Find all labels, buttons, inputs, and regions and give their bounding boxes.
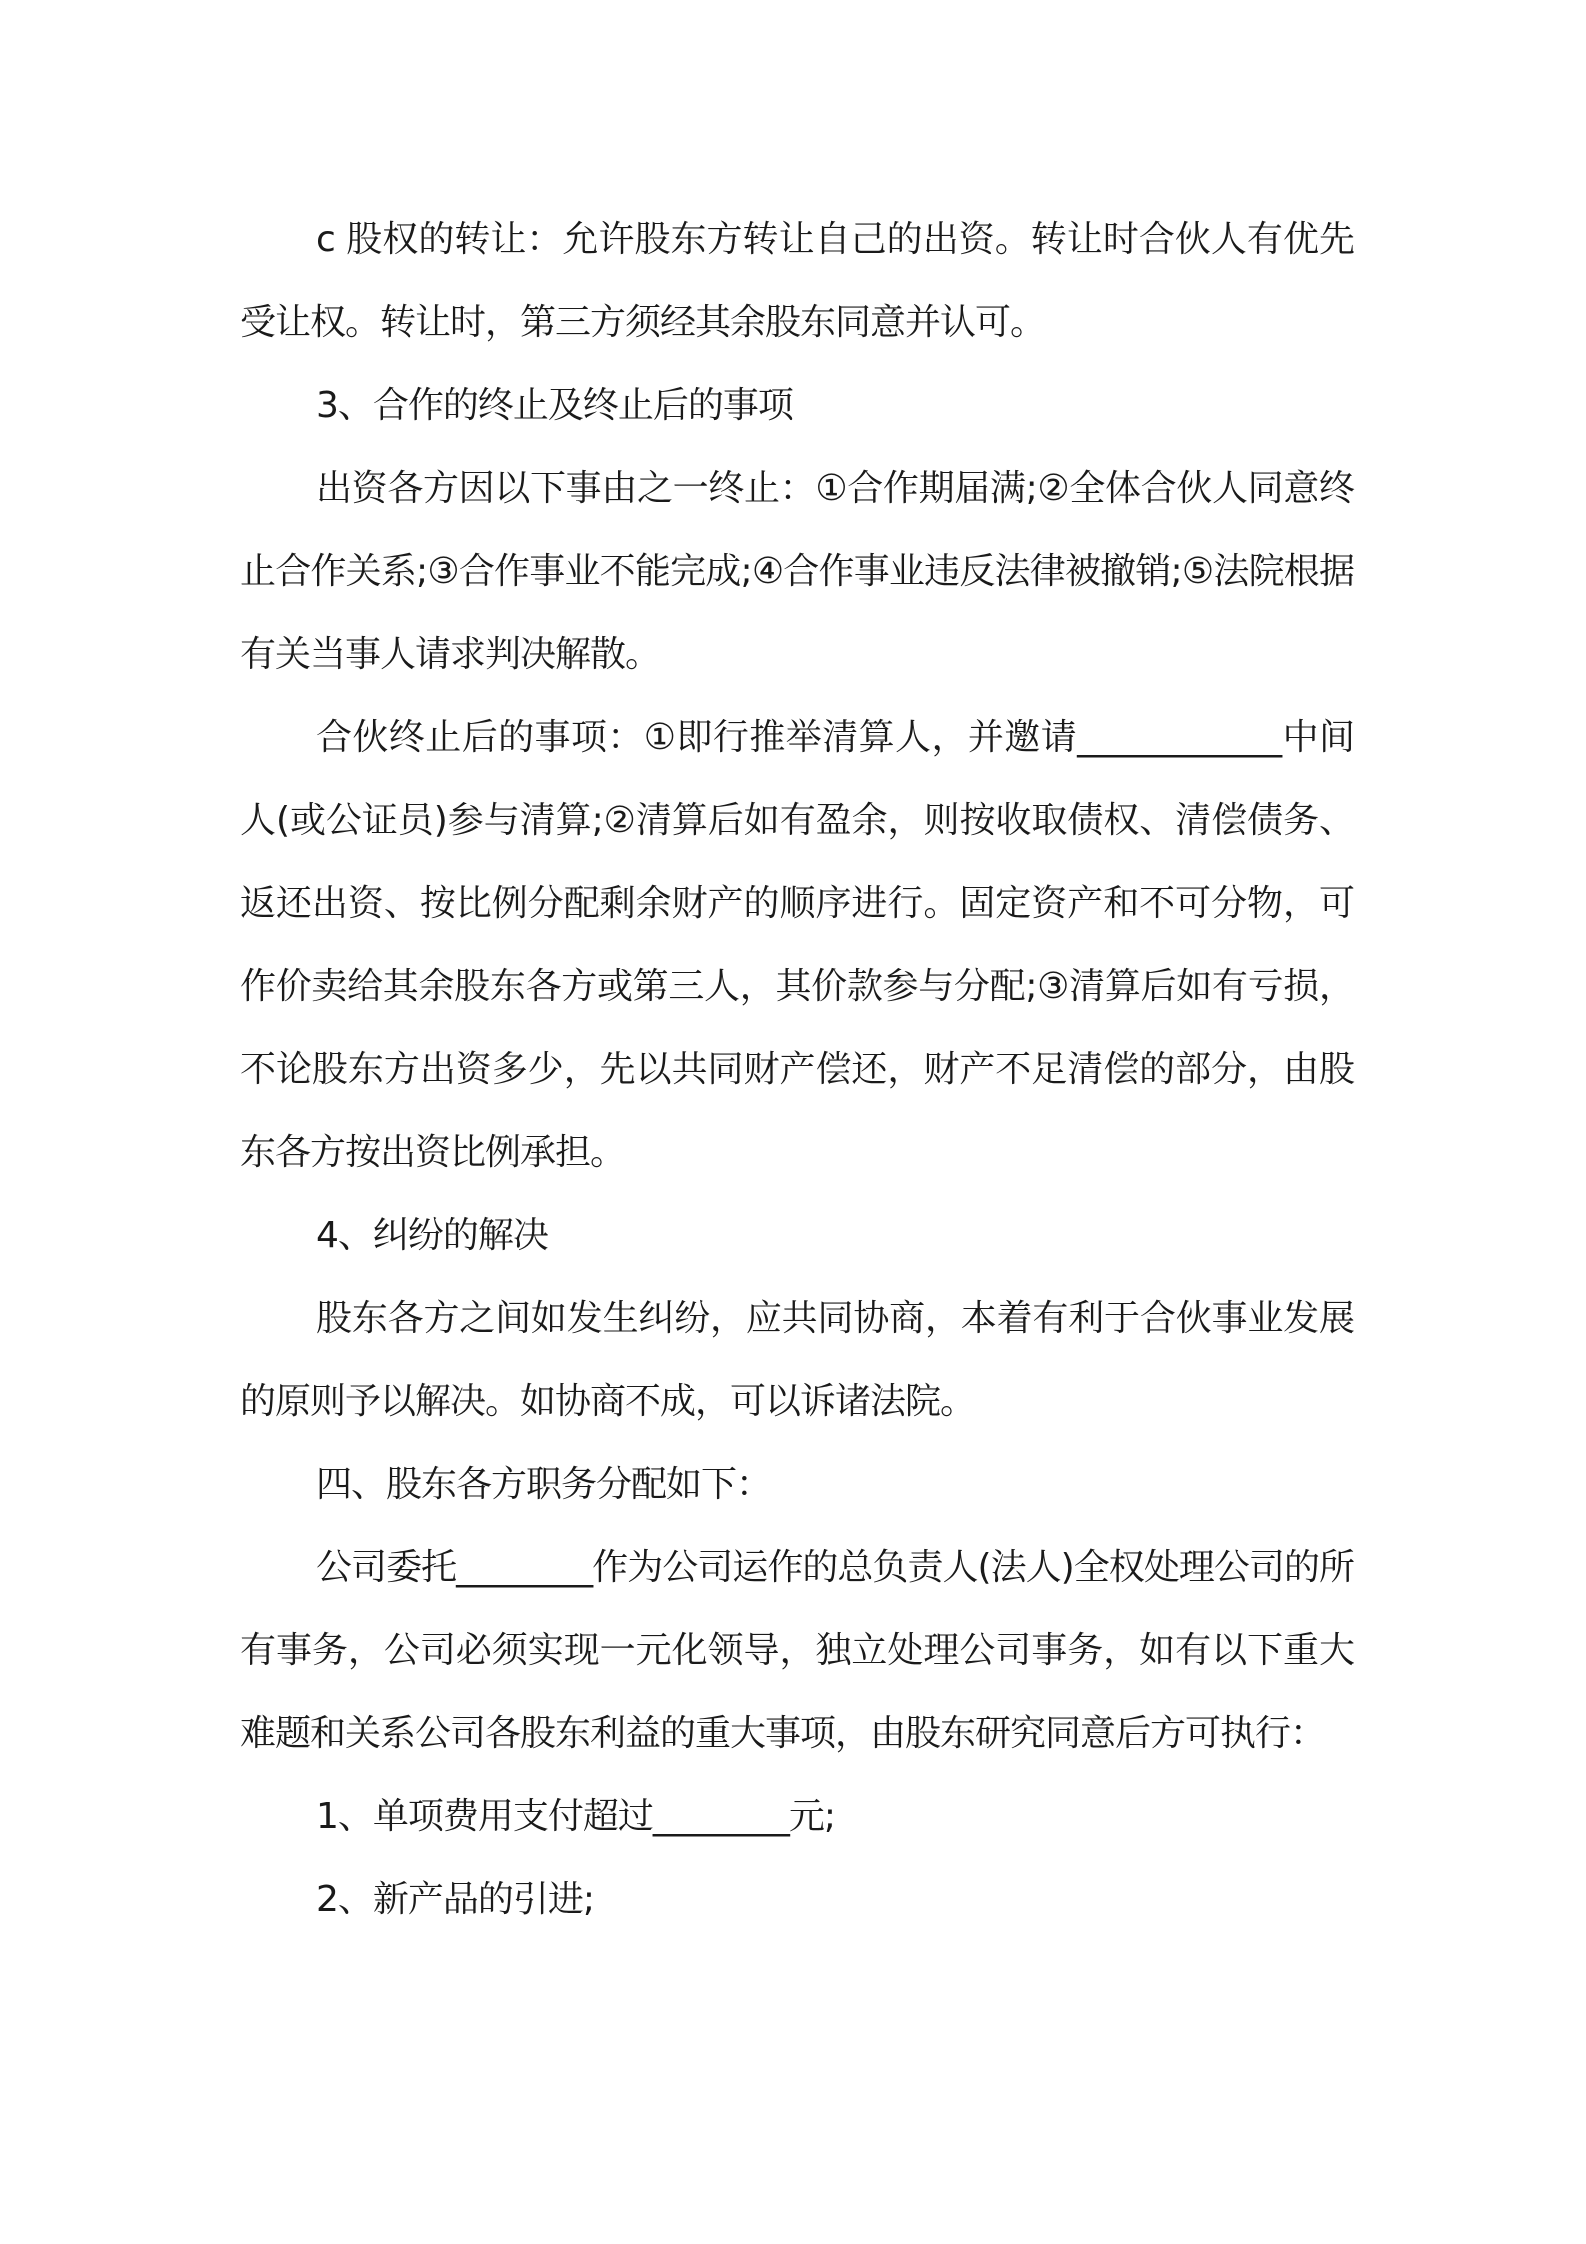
paragraph-equity-transfer: c 股权的转让：允许股东方转让自己的出资。转让时合伙人有优先受让权。转让时，第三方须经其余股东同意并认可。 [240, 219, 1354, 343]
heading-dispute-resolution: 4、纠纷的解决 [316, 1215, 548, 1256]
heading-duties: 四、股东各方职务分配如下： [316, 1464, 772, 1505]
list-item-expense-limit: 1、单项费用支付超过________元; [316, 1796, 836, 1837]
list-item-new-products: 2、新产品的引进; [316, 1879, 595, 1920]
document-page [240, 198, 1354, 1941]
paragraph-post-termination: 合伙终止后的事项：①即行推举清算人，并邀请____________中间人(或公证员)参与清算;②清算后如有盈余，则按收取债权、清偿债务、返还出资、按比例分配剩余财产的顺序进行。固定资产和不可分物，可作价卖给其余股东各方或第三人，其价款参与分配;③清算后如有亏损，不论股东方出资多少，先以共同财产偿还，财产不足清偿的部分，由股东各方按出资比例承担。 [240, 717, 1354, 1173]
paragraph-dispute-resolution: 股东各方之间如发生纠纷，应共同协商，本着有利于合伙事业发展的原则予以解决。如协商不成，可以诉诸法院。 [240, 1298, 1354, 1422]
paragraph-termination-causes: 出资各方因以下事由之一终止：①合作期届满;②全体合伙人同意终止合作关系;③合作事业不能完成;④合作事业违反法律被撤销;⑤法院根据有关当事人请求判决解散。 [240, 468, 1354, 675]
paragraph-company-delegation: 公司委托________作为公司运作的总负责人(法人)全权处理公司的所有事务，公司必须实现一元化领导，独立处理公司事务，如有以下重大难题和关系公司各股东利益的重大事项，由股东研究同意后方可执行： [240, 1547, 1354, 1754]
heading-termination: 3、合作的终止及终止后的事项 [316, 385, 793, 426]
